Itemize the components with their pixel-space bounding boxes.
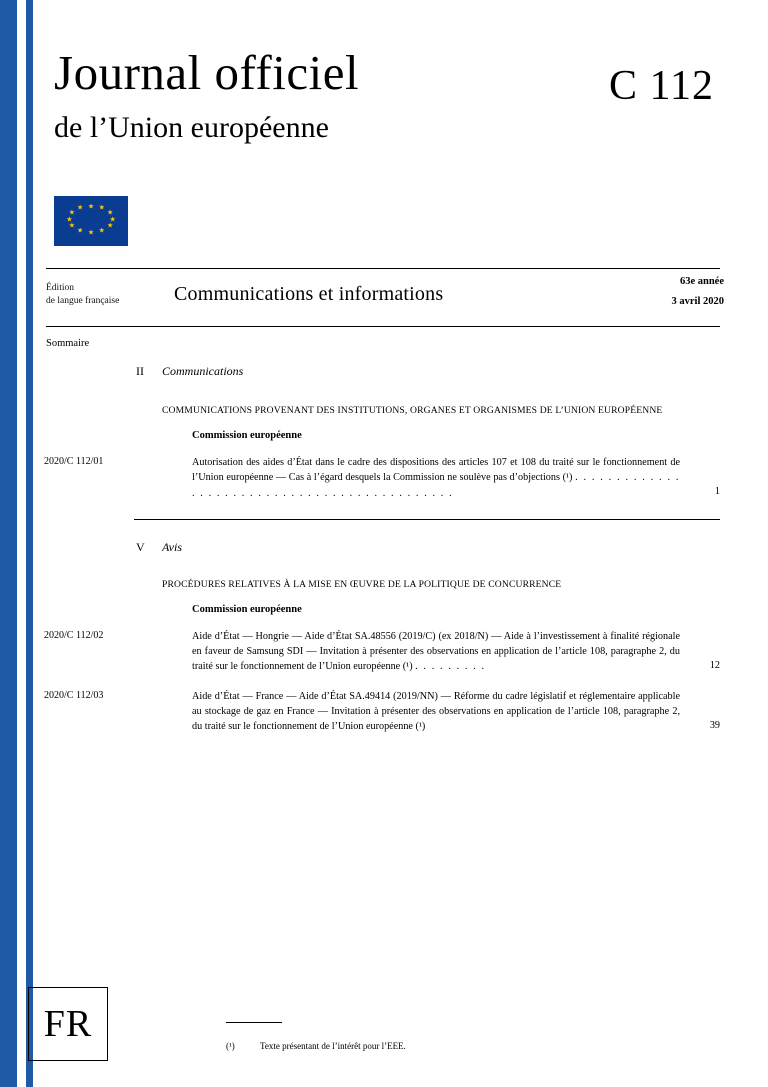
contents-label: Sommaire (46, 338, 90, 349)
toc-entry-body (192, 629, 680, 675)
toc-entry-number: 2020/C 112/01 (44, 455, 104, 467)
toc-entry[interactable] (44, 689, 720, 735)
left-blue-bar-inner (26, 0, 33, 1087)
edition-line-1: Édition (46, 283, 74, 293)
volume-year: 63e année (679, 276, 724, 287)
toc-entry-text: Autorisation des aides d’État dans le cadre des dispositions des articles 107 et 108 du traité sur le fonctionnement de l’Union européenne — Cas à l’égard desquels la Commission ne soulève pas d’objections (¹) (192, 456, 680, 484)
footnote-rule (226, 1022, 282, 1024)
series-title: Communications et informations (174, 283, 444, 305)
section-organisation: Commission européenne (192, 429, 302, 441)
page-content (44, 0, 724, 1087)
section-divider (134, 519, 720, 520)
masthead (54, 45, 714, 144)
language-code: FR (43, 1003, 93, 1045)
toc-entry-body (192, 455, 680, 501)
year-date-block (672, 272, 725, 312)
toc-entry-dots: . . . . . . . . . . . . . . . . . . . . . . . . . . . . . . . . . . . . . . . . . . . . . (192, 472, 681, 499)
section-heading (44, 364, 720, 382)
table-of-contents (44, 360, 720, 734)
left-blue-bar-outer (0, 0, 17, 1087)
toc-entry-page: 1 (714, 485, 720, 497)
toc-entry-number: 2020/C 112/02 (44, 629, 104, 641)
toc-entry-number: 2020/C 112/03 (44, 689, 104, 701)
header-rule-top (46, 268, 720, 269)
toc-entry[interactable] (44, 629, 720, 675)
publication-subtitle: de l’Union européenne (54, 111, 329, 144)
toc-entry-text: Aide d’État — Hongrie — Aide d’État SA.48556 (2019/C) (ex 2018/N) — Aide à l’investissement à finalité régionale en faveur de Samsung SDI — Invitation à présenter des observations en application de l’article 108, paragraphe 2, du traité sur le fonctionnement de l’Union européenne (¹) (192, 630, 680, 673)
language-code-box (28, 987, 108, 1061)
section-roman-numeral: V (136, 539, 145, 554)
section-roman-numeral: II (136, 364, 144, 378)
edition-block (46, 282, 119, 308)
edition-line-2: de langue française (46, 295, 120, 306)
section-name: Avis (162, 539, 182, 554)
eu-flag-icon: ★ ★ ★ ★ ★ ★ ★ ★ ★ ★ ★ ★ (54, 196, 128, 246)
toc-entry-page: 12 (709, 659, 720, 671)
toc-entry[interactable] (44, 455, 720, 501)
publication-date: 3 avril 2020 (671, 295, 724, 307)
toc-entry-dots: . . . . . . . . . (415, 661, 486, 673)
footnote (226, 1041, 406, 1051)
section-subheading: PROCÉDURES RELATIVES À LA MISE EN ŒUVRE DE LA POLITIQUE DE CONCURRENCE (162, 578, 562, 590)
header-rule-bottom (46, 326, 720, 327)
publication-title: Journal officiel (54, 45, 360, 100)
section-subheading: COMMUNICATIONS PROVENANT DES INSTITUTIONS, ORGANES ET ORGANISMES DE L’UNION EUROPÉENNE (162, 405, 663, 416)
section-heading (44, 540, 720, 558)
toc-entry-body (192, 689, 680, 735)
issue-code: C 112 (609, 63, 714, 109)
section-organisation: Commission européenne (192, 603, 302, 615)
toc-entry-text: Aide d’État — France — Aide d’État SA.49414 (2019/NN) — Réforme du cadre législatif et réglementaire applicable au stockage de gaz en France — Invitation à présenter des observations en application de l’article 108, paragraphe 2, du traité sur le fonctionnement de l’Union européenne (¹) (192, 690, 680, 733)
footnote-mark: (¹) (226, 1041, 235, 1051)
toc-entry-page: 39 (709, 719, 720, 731)
footnote-text: Texte présentant de l’intérêt pour l’EEE. (260, 1041, 406, 1051)
section-name: Communications (162, 364, 244, 378)
